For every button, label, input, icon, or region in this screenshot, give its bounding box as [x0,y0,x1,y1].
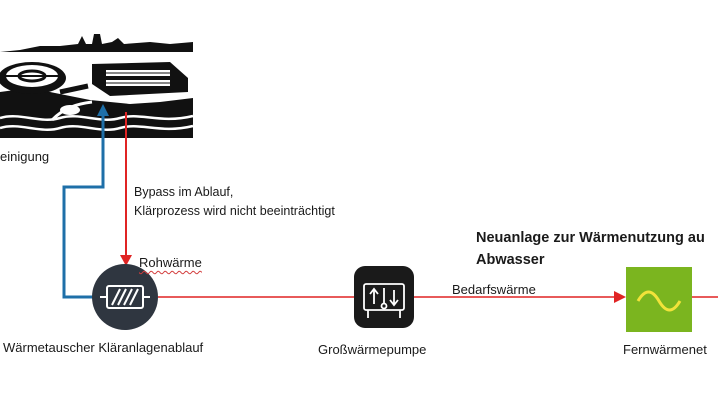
exchanger-label: Wärmetauscher Kläranlagenablauf [3,340,204,355]
plant-label: einigung [0,149,50,164]
bypass-note-line1: Bypass im Ablauf, [134,185,234,199]
bedarfswaerme-label: Bedarfswärme [452,282,536,297]
bypass-note-line2: Klärprozess wird nicht beeinträchtigt [134,204,335,218]
new-plant-title-line2: Abwasser [476,252,545,268]
district-heating-label: Fernwärmenet [623,342,707,357]
rohwaerme-label: Rohwärme [139,255,202,270]
heat-pump-node [354,266,414,328]
district-heating-node [626,267,692,332]
heatpump-label: Großwärmepumpe [318,342,427,357]
bypass-note [134,183,335,221]
new-plant-title-line1: Neuanlage zur Wärmenutzung au [476,230,705,246]
treatment-plant-illustration [0,34,193,138]
heat-exchanger-node [92,264,158,330]
new-plant-title [476,227,705,271]
